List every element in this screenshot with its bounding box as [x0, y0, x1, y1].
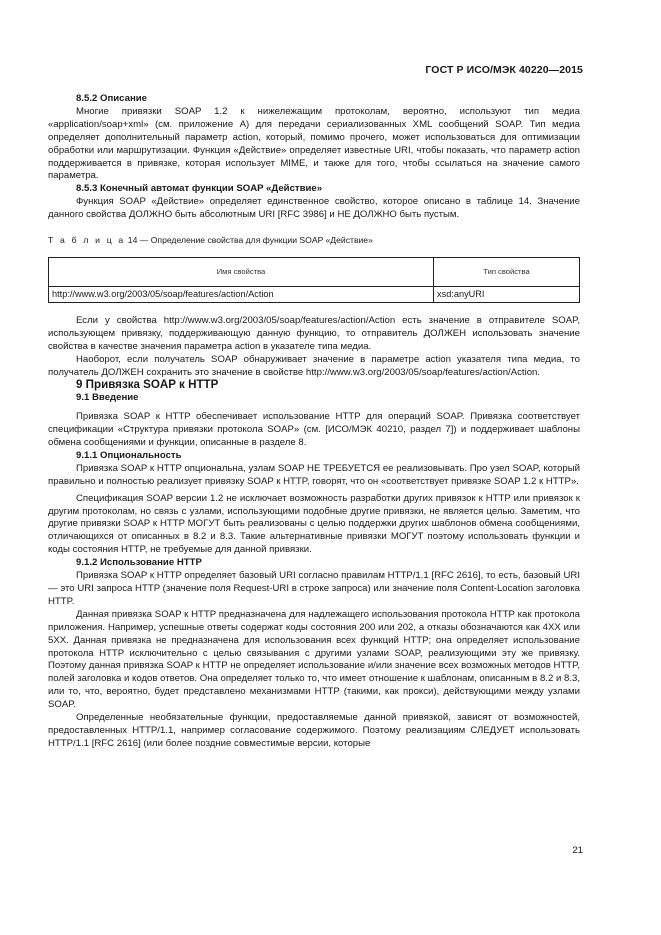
table-14-caption	[48, 234, 580, 247]
cell-property-name: http://www.w3.org/2003/05/soap/features/action/Action	[49, 286, 434, 302]
page-content	[48, 93, 580, 751]
table-caption-text: 14 — Определение свойства для функции SOAP «Действие»	[127, 235, 373, 246]
cell-property-type: xsd:anyURI	[434, 286, 580, 302]
after-table-paragraph-2: Наоборот, если получатель SOAP обнаруживает значение в параметре action указателя типа медиа, то получатель ДОЛЖЕН сохранить это значение в свойстве http://www.w3.org/2003/05/soap/features/action/Action.	[48, 353, 580, 378]
section-9-1-1-paragraph-2: Спецификация SOAP версии 1.2 не исключает возможность разработки других привязок к HTTP или привязок к другим протоколам, но связь с узлами, использующими подобные другие привязки, не является целью. Заметим, что другие привязки SOAP к HTTP МОГУТ быть реализованы с целью поддержки других шаблонов обмена сообщениями, отличающихся от описанных в 8.2 и 8.3. Такие альтернативные привязки МОГУТ поэтому использовать функции и коды состояния HTTP, не требуемые для данной привязки.	[48, 492, 580, 556]
header-property-name: Имя свойства	[49, 257, 434, 286]
table-header-row	[49, 257, 580, 286]
after-table-paragraph-1: Если у свойства http://www.w3.org/2003/05/soap/features/action/Action есть значение в отправителе SOAP, использующем привязку, поддерживающую данную функцию, то отправитель ДОЛЖЕН использовать значение свойства в качестве значения параметра action в указателе типа медиа.	[48, 314, 580, 352]
header-property-type: Тип свойства	[434, 257, 580, 286]
table-14	[48, 257, 580, 303]
section-8-5-2-heading: 8.5.2 Описание	[76, 93, 147, 104]
section-9-1-2-heading: 9.1.2 Использование HTTP	[76, 557, 202, 569]
section-9-1-heading: 9.1 Введение	[76, 392, 139, 404]
section-9-heading: 9 Привязка SOAP к HTTP	[76, 378, 219, 392]
table-caption-prefix: Т а б л и ц а	[48, 235, 126, 246]
page-number: 21	[572, 845, 583, 856]
section-8-5-3-paragraph: Функция SOAP «Действие» определяет единственное свойство, которое описано в таблице 14. Значение данного свойства ДОЛЖНО быть абсолютным URI [RFC 3986] и НЕ ДОЛЖНО быть пустым.	[48, 196, 580, 221]
section-8-5-2-paragraph: Многие привязки SOAP 1.2 к нижележащим протоколам, вероятно, используют тип медиа «application/soap+xml» (см. приложение А) для передачи сериализованных XML сообщений SOAP. Тип медиа определяет дополнительный параметр action, который, помимо прочего, может использоваться для оптимизации обработки или маршрутизации. Функция «Действие» определяет известные URI, чтобы показать, что параметр action поддерживается в привязке, которая использует MIME, и также для того, чтобы ссылаться на значение самого параметра.	[48, 105, 580, 182]
section-9-1-2-paragraph-2: Данная привязка SOAP к HTTP предназначена для надлежащего использования протокола HTTP как протокола приложения. Например, успешные ответы содержат коды состояния 200 или 202, а отказы обозначаются как 4XX или 5XX. Данная привязка не предназначена для использования всех функций HTTP; она определяет использование протокола HTTP исключительно с целью связывания с другими узлами SOAP, реализующими эту же привязку. Поэтому данная привязка SOAP к HTTP не определяет использование и/или значение всех возможных методов HTTP, полей заголовка и кодов ответов. Она определяет только то, что имеет отношение к шаблонам, описанным в 8.2 и 8.3, или то, что, вероятно, будет представлено механизмами HTTP (такими, как прокси), действующими между узлами SOAP.	[48, 608, 580, 711]
section-9-1-paragraph: Привязка SOAP к HTTP обеспечивает использование HTTP для операций SOAP. Привязка соответствует спецификации «Структура привязки протокола SOAP» (см. [ИСО/МЭК 40210, раздел 7]) и поддерживает шаблоны обмена сообщениями и функции, описанные в разделе 8.	[48, 411, 580, 449]
section-8-5-3-heading: 8.5.3 Конечный автомат функции SOAP «Действие»	[76, 183, 323, 195]
standard-designation: ГОСТ Р ИСО/МЭК 40220—2015	[425, 64, 583, 76]
section-9-1-2-paragraph-1: Привязка SOAP к HTTP определяет базовый URI согласно правилам HTTP/1.1 [RFC 2616], то есть, базовый URI — это URI запроса HTTP (значение поля Request-URI в строке запроса) или значение поля Content-Location заголовка HTTP.	[48, 570, 580, 607]
section-9-1-2-paragraph-3: Определенные необязательные функции, предоставляемые данной привязкой, зависят от возможностей, предоставленных HTTP/1.1, например согласование содержимого. Поэтому реализациям СЛЕДУЕТ использовать HTTP/1.1 [RFC 2616] (или более поздние совместимые версии, которые	[48, 712, 580, 749]
table-row	[49, 286, 580, 302]
section-9-1-1-paragraph-1: Привязка SOAP к HTTP опциональна, узлам SOAP НЕ ТРЕБУЕТСЯ ее реализовывать. Про узел SOAP, который правильно и полностью реализует привязку SOAP к HTTP, говорят, что он «соответствует привязке SOAP 1.2 к HTTP».	[48, 462, 580, 487]
section-9-1-1-heading: 9.1.1 Опциональность	[76, 449, 182, 461]
